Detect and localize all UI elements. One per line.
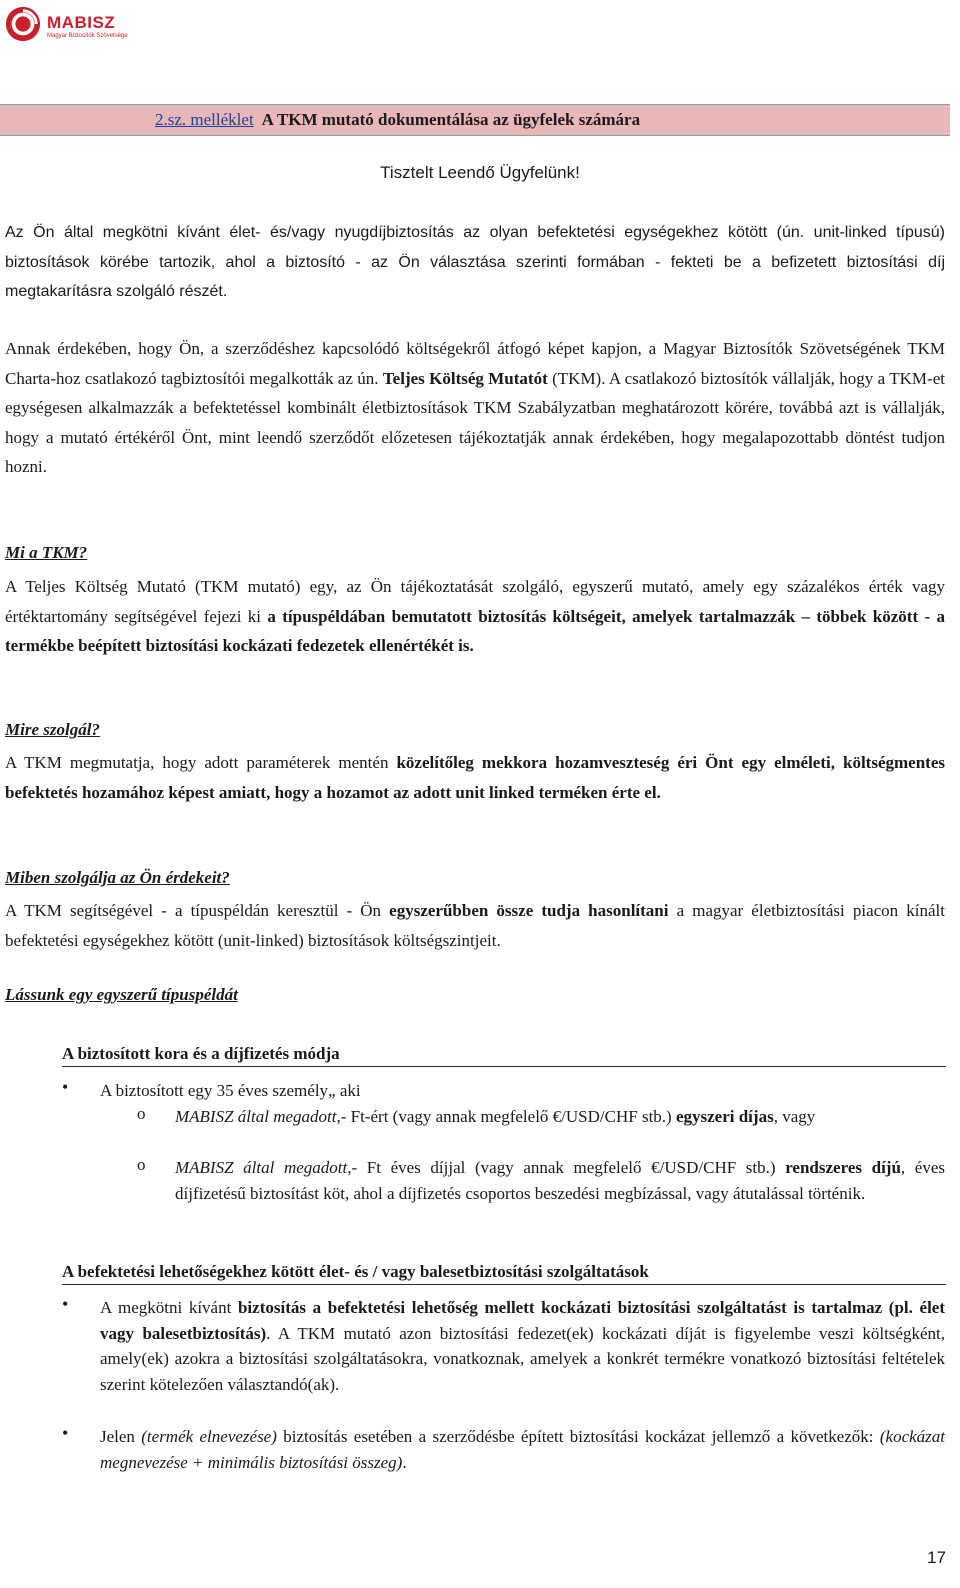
bullet-kockazati-szolgaltatas: A megkötni kívánt biztosítás a befektetési lehetőség mellett kockázati biztosítási szolgáltatást is tartalmaz (pl. élet vagy balesetbiztosítás). A TKM mutató azon biztosítási fedezet(ek) kockázati díját is figyelembe veszi költségként, amely(ek) azokra a biztosítási szolgáltatásokra, vonatkoznak, amelyek a konkrét termékre vonatkozó biztosítási feltételek szerint kötelezően választandó(ak). [100,1298,946,1394]
logo-subtitle: Magyar Biztosítók Szövetsége [47,33,128,39]
mabisz-logo [4,3,128,47]
salutation: Tisztelt Leendő Ügyfelünk! [380,163,580,182]
section-miben-szolgalja-text: A TKM segítségével - a típuspéldán keresztül - Ön egyszerűbben össze tudja hasonlítani a magyar életbiztosítási piacon kínált befektetési egységekhez kötött (unit-linked) biztosítások költségszintjeit. [5,901,945,950]
tkm-intro-paragraph: Annak érdekében, hogy Ön, a szerződéshez kapcsolódó költségekről átfogó képet kapjon, a Magyar Biztosítók Szövetségének TKM Charta-hoz csatlakozó tagbiztosítói megalkották az ún. Teljes Költség Mutatót (TKM). A csatlakozó biztosítók vállalják, hogy a TKM-et egységesen alkalmazzák a befektetéssel kombinált életbiztosítások TKM Szabályzatban meghatározott körére, továbbá azt is vállalják, hogy a mutató értékéről Önt, mint leendő szerződőt előzetesen tájékoztatják annak érdekében, hogy megalapozottabb döntést tudjon hozni. [5,339,945,476]
heading-tipuspelda: Lássunk egy egyszerű típuspéldát [5,985,238,1004]
annex-header-bar [0,104,950,136]
intro-paragraph: Az Ön által megkötni kívánt élet- és/vagy nyugdíjbiztosítás az olyan befektetési egységekhez kötött (ún. unit-linked típusú) biztosítások körébe tartozik, ahol a biztosító - az Ön választása szerinti formában - fekteti be a befizetett biztosítási díj megtakarításra szolgáló részét. [5,224,945,300]
bullet-icon: • [62,1077,69,1097]
heading-mire-szolgal: Mire szolgál? [5,720,100,739]
bullet-biztositott: A biztosított egy 35 éves személy„ aki [100,1081,361,1100]
bullet-icon: • [62,1423,69,1443]
subheading-szolgaltatasok: A befektetési lehetőségekhez kötött élet- és / vagy balesetbiztosítási szolgáltatások [62,1262,946,1285]
section-mire-szolgal-text: A TKM megmutatja, hogy adott paraméterek mentén közelítőleg mekkora hozamveszteség éri Önt egy elméleti, költségmentes befektetés hozamához képest amiatt, hogy a hozamot az adott unit linked terméken érte el. [5,753,945,802]
sub-bullet-icon: o [137,1104,146,1123]
heading-mi-a-tkm: Mi a TKM? [5,543,88,562]
page-number: 17 [927,1548,946,1567]
sub-bullet-rendszeres: MABISZ által megadott,- Ft éves díjjal (vagy annak megfelelő €/USD/CHF stb.) rendszeres díjú, éves díjfizetésű biztosítást köt, ahol a díjfizetés csoportos beszedési megbízással, vagy átutalással történik. [175,1158,946,1203]
heading-miben-szolgalja: Miben szolgálja az Ön érdekeit? [5,868,230,887]
subheading-kor-es-dijfizetes: A biztosított kora és a díjfizetés módja [62,1044,946,1067]
bullet-jelen-biztositas: Jelen (termék elnevezése) biztosítás esetében a szerződésbe épített biztosítási kockázat jellemző a következők: (kockázat megnevezése + minimális biztosítási összeg). [100,1427,945,1472]
sub-bullet-icon: o [137,1155,146,1174]
annex-link[interactable]: 2.sz. melléklet [155,110,254,129]
section-mi-a-tkm-text: A Teljes Költség Mutató (TKM mutató) egy, az Ön tájékoztatását szolgáló, egyszerű mutató, amely egy százalékos érték vagy értéktartomány segítségével fejezi ki a típuspéldában bemutatott biztosítás költségeit, amelyek tartalmazzák – többek között - a termékbe beépített biztosítási kockázati fedezetek ellenértékét is. [5,577,945,655]
sub-bullet-egyszeri: MABISZ által megadott,- Ft-ért (vagy annak megfelelő €/USD/CHF stb.) egyszeri díjas, vagy [175,1107,816,1126]
bullet-icon: • [62,1294,69,1314]
annex-title: A TKM mutató dokumentálása az ügyfelek számára [261,110,641,129]
logo-brand-name: MABISZ [47,13,116,32]
mabisz-logo-icon [4,5,42,43]
